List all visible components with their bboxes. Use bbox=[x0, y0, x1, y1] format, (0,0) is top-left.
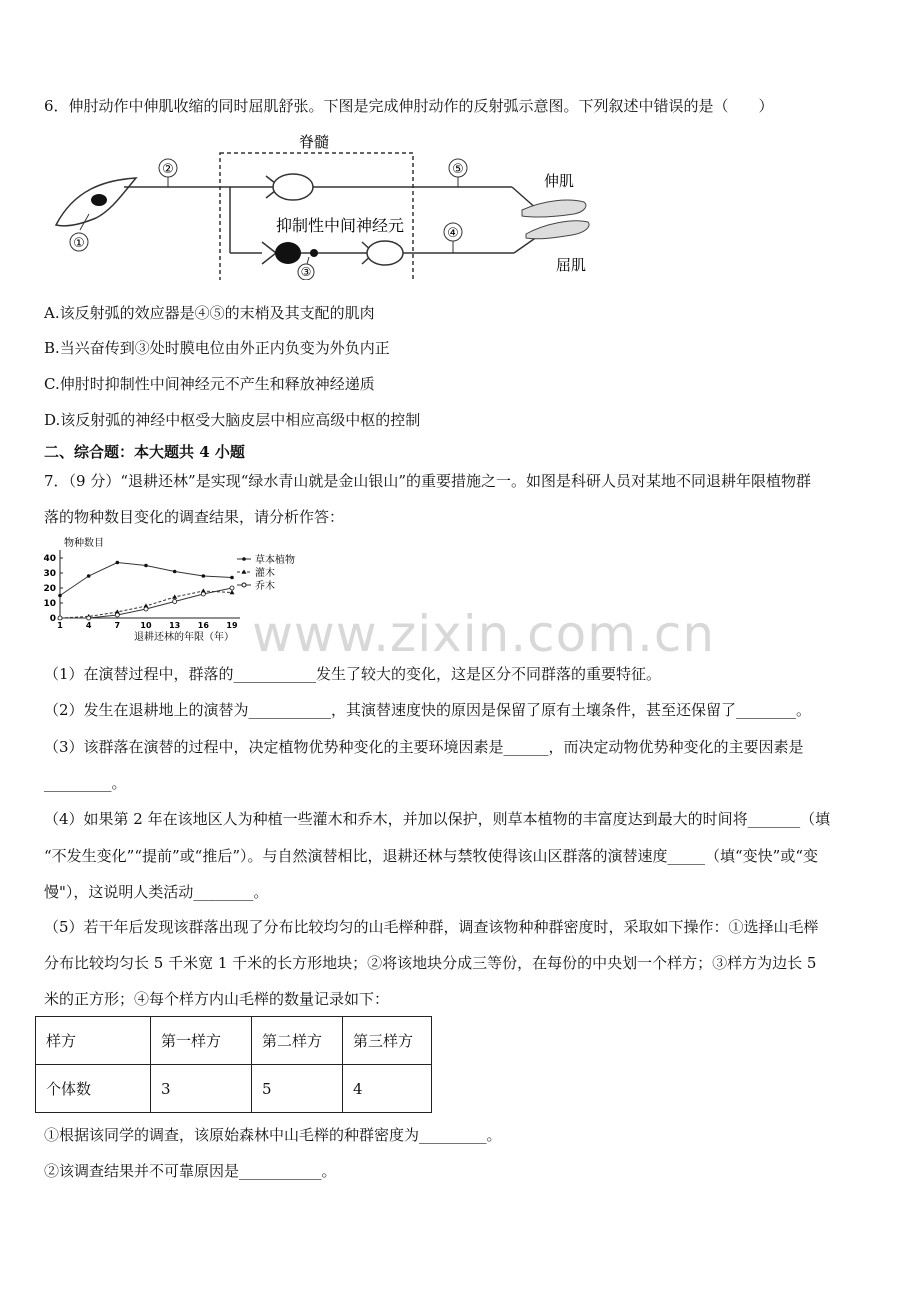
data-point bbox=[87, 574, 91, 578]
legend-label: 灌木 bbox=[255, 568, 275, 579]
q7-stem-line2: 落的物种数目变化的调查结果，请分析作答： bbox=[44, 508, 345, 526]
q7-part5b: 分布比较均匀长 5 千米宽 1 千米的长方形地块；②将该地块分成三等份，在每份的中央划一个样方；③样方为边长 5 bbox=[44, 954, 817, 972]
y-tick-label: 0 bbox=[49, 614, 56, 624]
inhibitory-interneuron bbox=[275, 242, 301, 264]
flexor-motor-neuron bbox=[367, 241, 403, 265]
flexor-label: 屈肌 bbox=[556, 256, 587, 274]
y-tick-label: 30 bbox=[43, 569, 56, 579]
y-tick-label: 10 bbox=[43, 599, 56, 609]
q7-sub2: ②该调查结果并不可靠原因是___________。 bbox=[44, 1162, 337, 1180]
series-line-草本植物 bbox=[60, 563, 232, 596]
flexor-muscle bbox=[526, 221, 589, 239]
legend-marker bbox=[242, 557, 246, 561]
data-point bbox=[58, 594, 62, 598]
table-cell: 4 bbox=[343, 1065, 432, 1113]
data-point bbox=[116, 561, 120, 565]
svg-text:②: ② bbox=[162, 162, 174, 177]
data-point bbox=[87, 616, 91, 620]
data-point bbox=[202, 574, 206, 578]
table-row bbox=[36, 1017, 432, 1065]
q7-part4c: 慢"），这说明人类活动________。 bbox=[44, 883, 269, 901]
legend-label: 草本植物 bbox=[255, 555, 295, 566]
q7-part2: （2）发生在退耕地上的演替为___________，其演替速度快的原因是保留了原有土壤条件，甚至还保留了________。 bbox=[44, 701, 812, 719]
data-point bbox=[230, 586, 234, 590]
q6-option-a: A.该反射弧的效应器是④⑤的末梢及其支配的肌肉 bbox=[44, 304, 375, 322]
q7-part5a: （5）若干年后发现该群落出现了分布比较均匀的山毛榉种群，调查该物种种群密度时，采取如下操作：①选择山毛榉 bbox=[44, 918, 819, 936]
q7-part4b: “不发生变化”“提前”或“推后”）。与自然演替相比，退耕还林与禁牧使得该山区群落的演替速度_____（填“变快”或“变 bbox=[44, 847, 819, 865]
x-tick-label: 16 bbox=[197, 621, 209, 630]
data-point bbox=[230, 576, 234, 580]
section-2-title: 二、综合题：本大题共 4 小题 bbox=[44, 443, 245, 461]
q7-part3a: （3）该群落在演替的过程中，决定植物优势种变化的主要环境因素是______，而决定动物优势种变化的主要因素是 bbox=[44, 738, 804, 756]
data-point bbox=[230, 590, 235, 594]
y-tick-label: 20 bbox=[43, 584, 56, 594]
quadrat-table bbox=[35, 1016, 432, 1113]
data-point bbox=[115, 613, 119, 617]
svg-text:③: ③ bbox=[300, 265, 312, 279]
q6-option-b: B.当兴奋传到③处时膜电位由外正内负变为外负内正 bbox=[44, 339, 390, 357]
q7-part5c: 米的正方形；④每个样方内山毛榉的数量记录如下： bbox=[44, 990, 390, 1008]
extensor-motor-neuron bbox=[273, 174, 313, 200]
q7-part1: （1）在演替过程中，群落的___________发生了较大的变化，这是区分不同群落的重要特征。 bbox=[44, 665, 662, 683]
extensor-muscle bbox=[522, 200, 586, 217]
x-tick-label: 7 bbox=[114, 621, 121, 630]
receptor-nucleus bbox=[91, 194, 107, 206]
x-tick-label: 19 bbox=[226, 621, 238, 630]
data-point bbox=[144, 607, 148, 611]
reflex-arc-diagram bbox=[44, 130, 604, 280]
table-cell: 第三样方 bbox=[343, 1017, 432, 1065]
svg-text:④: ④ bbox=[447, 226, 459, 241]
q6-option-c: C.伸肘时抑制性中间神经元不产生和释放神经递质 bbox=[44, 375, 375, 393]
x-tick-label: 10 bbox=[140, 621, 152, 630]
svg-text:⑤: ⑤ bbox=[452, 162, 464, 177]
x-tick-label: 4 bbox=[85, 621, 92, 630]
spinal-cord-label: 脊髓 bbox=[298, 133, 330, 151]
q7-stem-line1: 7．（9 分）“退耕还林”是实现“绿水青山就是金山银山”的重要措施之一。如图是科研人员对某地不同退耕年限植物群 bbox=[44, 472, 812, 490]
table-cell: 样方 bbox=[36, 1017, 151, 1065]
svg-text:①: ① bbox=[73, 236, 85, 251]
data-point bbox=[172, 594, 177, 598]
y-tick-label: 40 bbox=[43, 554, 56, 564]
interneuron-label: 抑制性中间神经元 bbox=[276, 216, 405, 235]
q6-option-d: D.该反射弧的神经中枢受大脑皮层中相应高级中枢的控制 bbox=[44, 411, 421, 429]
legend-marker bbox=[242, 583, 246, 587]
table-cell: 3 bbox=[151, 1065, 252, 1113]
x-tick-label: 13 bbox=[169, 621, 181, 630]
watermark: www.zixin.com.cn bbox=[252, 605, 716, 663]
x-tick-label: 1 bbox=[57, 621, 63, 630]
legend-label: 乔木 bbox=[255, 581, 275, 592]
table-cell: 第二样方 bbox=[252, 1017, 343, 1065]
extensor-label: 伸肌 bbox=[544, 172, 575, 190]
q7-sub1: ①根据该同学的调查，该原始森林中山毛榉的种群密度为_________。 bbox=[44, 1126, 502, 1144]
series-line-乔木 bbox=[60, 588, 232, 618]
y-axis-label: 物种数目 bbox=[64, 538, 104, 549]
table-cell: 5 bbox=[252, 1065, 343, 1113]
data-point bbox=[173, 600, 177, 604]
x-axis-label: 退耕还林的年限（年） bbox=[134, 632, 234, 643]
data-point bbox=[201, 592, 205, 596]
data-point bbox=[173, 570, 177, 574]
data-point bbox=[144, 564, 148, 568]
q7-part3b: _________。 bbox=[44, 774, 127, 792]
table-cell: 个体数 bbox=[36, 1065, 151, 1113]
data-point bbox=[58, 616, 62, 620]
table-cell: 第一样方 bbox=[151, 1017, 252, 1065]
table-row bbox=[36, 1065, 432, 1113]
q6-stem: 6．伸肘动作中伸肌收缩的同时屈肌舒张。下图是完成伸肘动作的反射弧示意图。下列叙述中错误的是（ ） bbox=[44, 97, 774, 115]
q7-part4a: （4）如果第 2 年在该地区人为种植一些灌木和乔木，并加以保护，则草本植物的丰富度达到最大的时间将_______（填 bbox=[44, 810, 831, 828]
